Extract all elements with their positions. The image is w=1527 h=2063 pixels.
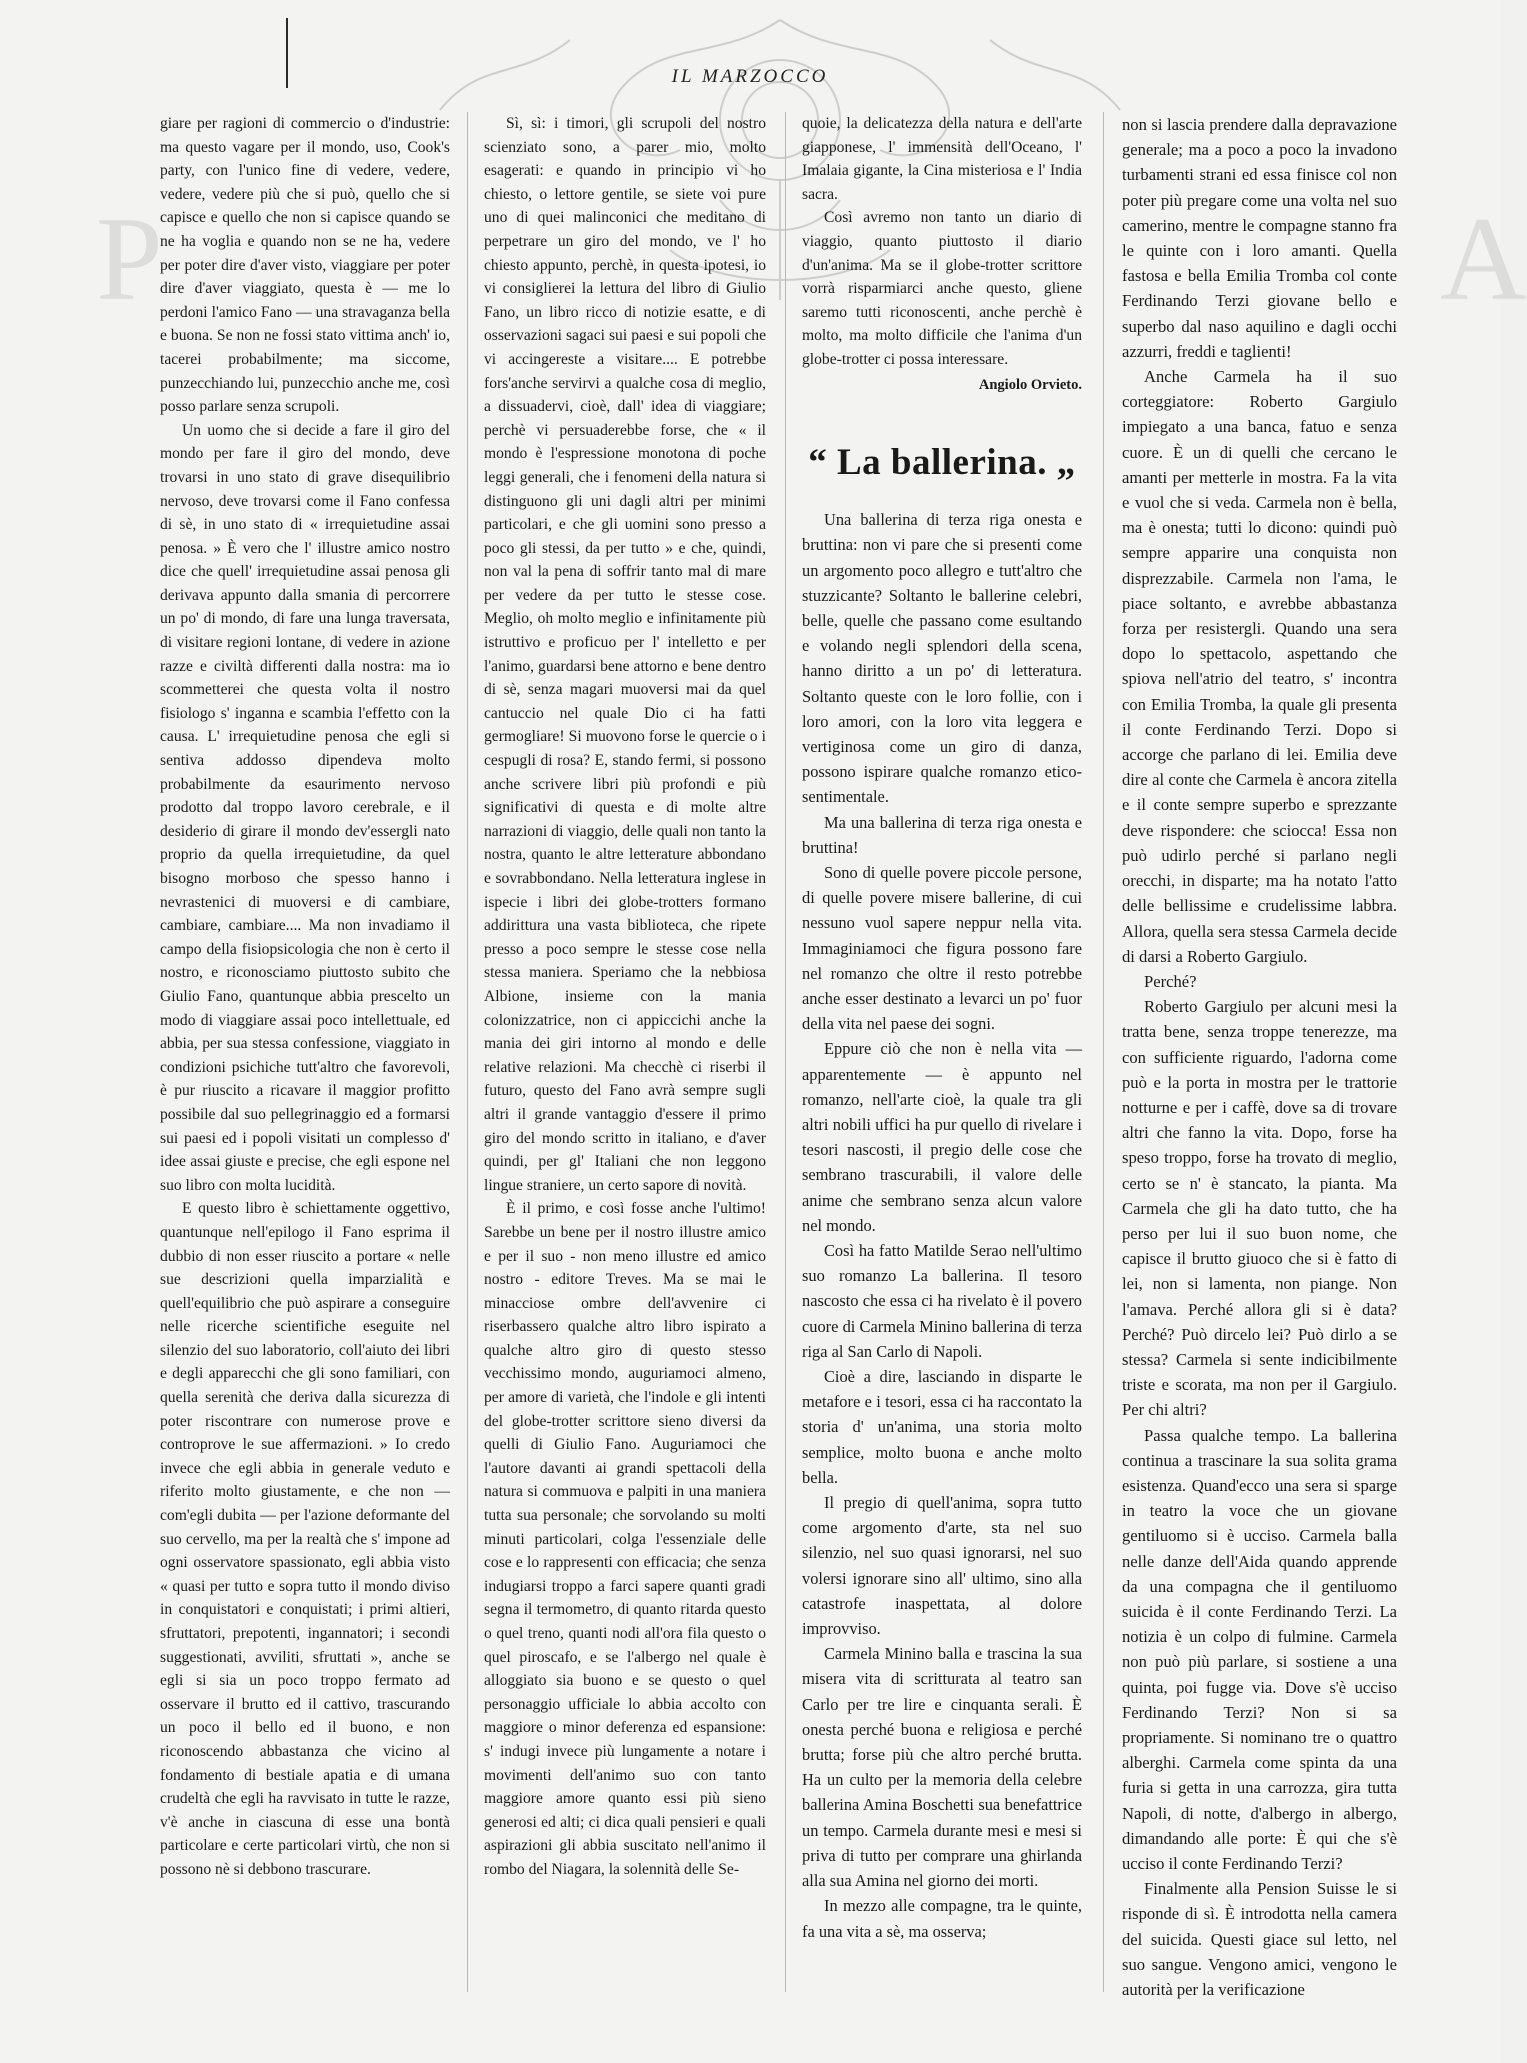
paragraph: Sono di quelle povere piccole persone, di quelle povere misere ballerine, di cui nessuno vuol sapere neppur nella vita. Immaginiamoci che figura possono fare nel romanzo che oltre il resto potrebbe anche esser destinato a levarci un po' fuor della vita nel paese dei sogni. bbox=[802, 862, 1082, 1034]
text-column-4 bbox=[1122, 112, 1397, 2000]
paragraph: È il primo, e così fosse anche l'ultimo! Sarebbe un bene per il nostro illustre amico e per il suo - non meno illustre ed amico nostro - editore Treves. Ma se mai le minacciose ombre dell'avvenire ci riserbassero qualche altro libro ispirato a qualche altro giro di questo stesso vecchissimo mondo, auguriamoci almeno, per amore di varietà, che l'indole e gli intenti del globe-trotter scrittore sieno diversi da quelli di Giulio Fano. Auguriamoci che l'autore davanti ai grandi spettacoli della natura si commuova e palpiti in una maniera tutta sua personale; che sorvolando su molti minuti particolari, colga l'essenziale delle cose e lo rappresenti con efficacia; che senza indugiarsi troppo a farci sapere quanti gradi segna il termometro, di quanto ritarda questo o quel treno, quanti nodi all'ora fila questo o quel piroscafo, e se l'albergo nel quale è alloggiato sia buono e se questo o quel personaggio ufficiale lo abbia accolto con maggiore o minor deferenza ed espansione: s' indugi invece più lungamente a notare i movimenti dell'animo suo con tanto maggiore amore quanto essi più sieno generosi ed alti; ci dica quali pensieri e quali aspirazioni gli abbia suscitato nell'animo il rombo del Niagara, la solennità delle Se- bbox=[484, 1200, 766, 1878]
paragraph: In mezzo alle compagne, tra le quinte, fa una vita a sè, ma osserva; bbox=[802, 1896, 1082, 1941]
masthead-title: IL MARZOCCO bbox=[671, 66, 829, 87]
paragraph: Una ballerina di terza riga onesta e bruttina: non vi pare che si presenti come un argomento poco allegro e tutt'altro che stuzzicante? Soltanto le ballerine celebri, belle, quelle che passano come esultando e volando negli splendori della scena, hanno diritto a un po' di letteratura. Soltanto queste con le loro follie, con i loro amori, con la loro vita leggera e vertiginosa come un giro di danza, possono ispirare qualche romanzo etico-sentimentale. bbox=[802, 510, 1082, 807]
text-column-3 bbox=[802, 112, 1082, 1992]
article-body bbox=[802, 507, 1082, 1944]
paragraph: Cioè a dire, lasciando in disparte le metafore e i tesori, essa ci ha raccontato la storia d' un'anima, una storia molto semplice, molto buona e anche molto bella. bbox=[802, 1367, 1082, 1487]
paragraph: Un uomo che si decide a fare il giro del mondo per fare il giro del mondo, deve trovarsi in uno stato di grave disequilibrio nervoso, deve trovarsi come il Fano confessa di sè, in uno stato di « irrequietudine assai penosa. » È vero che l' illustre amico nostro dice che quell' irrequietudine assai penosa gli derivava appunto dalla smania di percorrere un po' di mondo, di fare una lunga traversata, di visitare regioni lontane, di vedere in azione razze e civiltà differenti dalla nostra: ma io scommetterei che questa volta il nostro fisiologo s' inganna e scambia l'effetto con la causa. L' irrequietudine penosa che egli si sentiva addosso dipendeva molto probabilmente da esaurimento nervoso prodotto dal troppo lavoro cerebrale, e il desiderio di girare il mondo dev'essergli nato proprio da quella irrequietudine, da quel bisogno morboso che spesso hanno i nevrastenici di muoversi e di cambiare, cambiare, cambiare.... Ma non invadiamo il campo della fisiopsicologia che non è certo il nostro, e riconosciamo piuttosto subito che Giulio Fano, quantunque abbia prescelto un modo di viaggiare assai poco intellettuale, ed abbia, per sua stessa confessione, viaggiato in condizioni psichiche tutt'altro che favorevoli, è pur riuscito a ricavare il maggior profitto possibile dal suo pellegrinaggio ed a formarsi sui paesi ed i popoli visitati un complesso d' idee assai giuste e precise, che egli espone nel suo libro con molta lucidità. bbox=[160, 421, 450, 1194]
paragraph: Carmela Minino balla e trascina la sua misera vita di scritturata al teatro san Carlo per tre lire e cinquanta serali. È onesta perché buona e religiosa e perché brutta; forse più che altro perché brutta. Ha un culto per la memoria della celebre ballerina Amina Boschetti sua benefattrice un tempo. Carmela durante mesi e mesi si priva di tutto per comprare una ghirlanda alla sua Amina nel giorno dei morti. bbox=[802, 1644, 1082, 1891]
ghost-letter-left: P bbox=[96, 192, 163, 325]
paragraph: Eppure ciò che non è nella vita — apparentemente — è appunto nel romanzo, nell'arte cioè, la quale tra gli altri nobili uffici ha pur quello di rivelare i tesori nascosti, il pregio delle cose che sembrano trascurabili, il valore delle anime che sembrano senza alcun valore nel mondo. bbox=[802, 1039, 1082, 1235]
paragraph: giare per ragioni di commercio o d'industrie: ma questo vagare per il mondo, uso, Cook's party, con l'unico fine di vedere, vedere, vedere, vedere più che si può, quello che si capisce e quello che non si capisce quando se ne ha voglia e quando non se ne ha, vedere per poter dire d'aver visto, viaggiare per poter dire d'aver viaggiato, questa è — me lo perdoni l'amico Fano — una stravaganza bella e buona. Se non ne fossi stato vittima anch' io, tacerei probabilmente; ma siccome, punzecchiando lui, punzecchio anche me, così posso parlare senza scrupoli. bbox=[160, 115, 450, 416]
paragraph: Finalmente alla Pension Suisse le si risponde di sì. È introdotta nella camera del suicida. Questi giace sul letto, nel suo sangue. Vengono amici, vengono le autorità per la verificazione bbox=[1122, 1879, 1397, 2000]
paragraph: Così ha fatto Matilde Serao nell'ultimo suo romanzo La ballerina. Il tesoro nascosto che essa ci ha rivelato è il povero cuore di Carmela Minino ballerina di terza riga al San Carlo di Napoli. bbox=[802, 1241, 1082, 1361]
paragraph: quoie, la delicatezza della natura e dell'arte giapponese, l' immensità dell'Oceano, l' Imalaia gigante, la Cina misteriosa e l' India sacra. bbox=[802, 115, 1082, 203]
paragraph: Sì, sì: i timori, gli scrupoli del nostro scienziato sono, a parer mio, molto esagerati: e quando in principio vi ho chiesto, o lettore gentile, se siete voi pure uno di quei malinconici che meditano di perpetrare un giro del mondo, ve l' ho chiesto appunto, perchè, in questa ipotesi, io vi consiglierei la lettura del libro di Giulio Fano, un libro ricco di notizie esatte, e di osservazioni sagaci sui paesi e sui popoli che vi accingereste a visitare.... E potrebbe fors'anche servirvi a qualche cosa di meglio, a dissuadervi, cioè, dall' idea di viaggiare; perchè vi persuaderebbe forse, che « il mondo è l'espressione monotona di poche leggi generali, che i fenomeni della natura si distinguono gli uni dagli altri per minimi particolari, e che gli uomini sono presso a poco gli stessi, da per tutto » e che, quindi, non val la pena di soffrir tanto mal di mare per vedere da per tutto le stesse cose. Meglio, oh molto meglio e infinitamente più istruttivo e proficuo per l' intelletto e per l'animo, guardarsi bene attorno e bene dentro di sè, senza magari muoversi mai da quel cantuccio nel quale Dio ci ha fatti germogliare! Si muovono forse le quercie o i cespugli di rosa? E, stando fermi, si possono anche scrivere libri più profondi e più significativi di questa e di molte altre narrazioni di viaggio, delle quali non tanto la nostra, quanto le altre letterature abbondano e sovrabbondano. Nella letteratura inglese in ispecie i libri dei globe-trotters formano addirittura una vasta biblioteca, che ripete presso a poco sempre le stesse cose nella stessa maniera. Speriamo che la nebbiosa Albione, insieme con la mania colonizzatrice, non ci appiccichi anche la mania dei giri intorno al mondo e delle relative relazioni. Ma checchè ci riserbi il futuro, questo del Fano avrà sempre sugli altri il grande vantaggio d'essere il primo giro del mondo scritto in italiano, e d'aver quindi, per gl' Italiani che non leggono lingue straniere, un certo sapore di novità. bbox=[484, 115, 766, 1194]
paragraph: Anche Carmela ha il suo corteggiatore: Roberto Gargiulo impiegato a una banca, fatuo e senza cuore. È un di quelli che cercano le amanti per metterle in mostra. Fa la vita e vuol che si veda. Carmela non è bella, ma è onesta; tutti lo dicono: quindi può sempre apparire una conquista non disprezzabile. Carmela non l'ama, le piace soltanto, e avrebbe abbastanza forza per resistergli. Quando una sera dopo lo spettacolo, aspettando che spiova nell'atrio del teatro, s' incontra con Emilia Tromba, la quale gli presenta il conte Ferdinando Terzi. Dopo si accorge che parlano di lei. Emilia deve dire al conte che Carmela è ancora zitella e il conte sempre superbo e sprezzante deve rispondere: che sciocca! Essa non può udirlo perché si parlano negli orecchi, in disparte; ma ha notato l'atto delle bellissime e crudelissime labbra. Allora, quella sera stessa Carmela decide di darsi a Roberto Gargiulo. bbox=[1122, 367, 1397, 966]
paragraph: Ma una ballerina di terza riga onesta e bruttina! bbox=[802, 812, 1082, 857]
paragraph: non si lascia prendere dalla depravazione generale; ma a poco a poco la invadono turbamenti strani ed essa finisce col non poter più pregare come una volta nel suo camerino, mentre le compagne stanno fra le quinte con i loro amanti. Quella fastosa e bella Emilia Tromba col conte Ferdinando Terzi giovane bello e superbo dal naso aquilino e dagli occhi azzurri, freddi e taglienti! bbox=[1122, 115, 1397, 361]
column-divider bbox=[467, 112, 468, 1992]
paragraph: Roberto Gargiulo per alcuni mesi la tratta bene, senza troppe tenerezze, ma con sufficiente riguardo, l'adorna come può e la porta in mostra per le trattorie notturne e per i caffè, dove sa di trovare altri che fanno la vita. Dopo, forse ha speso troppo, forse ha trovato di meglio, certo se n' è stancato, la pianta. Ma Carmela che gli ha dato tutto, che ha perso per lui il suo buon nome, che capisce il brutto giuoco che si è fatto di lei, non si lamenta, non piange. Non l'amava. Perché allora gli si è data? Perché? Può dircelo lei? Può dirlo a se stessa? Carmela si sente indicibilmente triste e scorata, ma non per il Gargiulo. Per chi altri? bbox=[1122, 997, 1397, 1420]
paragraph: Il pregio di quell'anima, sopra tutto come argomento d'arte, sta nel suo silenzio, nel suo quasi ignorarsi, nel suo volersi ignorare sino all' ultimo, sino alla catastrofe inaspettata, al dolore improvviso. bbox=[802, 1493, 1082, 1639]
paragraph: Passa qualche tempo. La ballerina continua a trascinare la sua solita grama esistenza. Quand'ecco una sera si sparge in teatro la voce che un giovane gentiluomo si è ucciso. Carmela balla nelle danze dell'Aida quando apprende da una compagna che il gentiluomo suicida è il conte Ferdinando Terzi. La notizia è un colpo di fulmine. Carmela non può più parlare, si sostiene a una quinta, poi fugge via. Dove s'è ucciso Ferdinando Terzi? Non si sa propriamente. Si nominano tre o quattro alberghi. Carmela come spinta da una furia si getta in una carrozza, gira tutta Napoli, di notte, d'albergo in albergo, dimandando alle porte: È qui che s'è ucciso il conte Ferdinando Terzi? bbox=[1122, 1425, 1397, 1874]
column-divider bbox=[785, 112, 786, 1992]
paragraph: Perché? bbox=[1144, 971, 1197, 991]
text-column-2 bbox=[484, 112, 766, 1992]
paragraph: Così avremo non tanto un diario di viaggio, quanto piuttosto il diario d'un'anima. Ma se il globe-trotter scrittore vorrà risparmiarci anche questo, gliene saremo tutti riconoscenti, anche perchè è molto, ma molto difficile che l'anima d'un globe-trotter ci possa interessare. bbox=[802, 209, 1082, 368]
article-title: “ La ballerina. „ bbox=[808, 442, 1076, 484]
column-divider bbox=[1103, 112, 1104, 1992]
ghost-letter-right: A bbox=[1440, 192, 1527, 325]
author-signature: Angiolo Orvieto. bbox=[978, 376, 1082, 393]
text-column-1 bbox=[160, 112, 450, 1992]
paragraph: E questo libro è schiettamente oggettivo, quantunque nell'epilogo il Fano esprima il dubbio di non esser riuscito a portare « nelle sue descrizioni quella imparzialità e quell'equilibrio che può aspirare a conseguire nelle ricerche scientifiche eseguite nel silenzio del suo laboratorio, coll'aiuto dei libri e degli apparecchi che gli sono familiari, con quella serenità che deriva dalla sicurezza di poter riscontrare con numerose prove e controprove le sue affermazioni. » Io credo invece che egli abbia in generale veduto e riferito molto giustamente, e che non — com'egli dubita — per l'azione deformante del suo cervello, ma per la realtà che s' impone ad ogni osservatore spassionato, egli abbia visto « quasi per tutto e sopra tutto il mondo diviso in conquistatori e conquistati; i primi altieri, sfruttatori, prepotenti, ingannatori; i secondi suggestionati, avviliti, sfruttati », anche se egli si sia un poco troppo fermato ad osservare il brutto ed il cattivo, trascurando un poco il bello ed il buono, e non riconoscendo abbastanza che vicino al fondamento di bestiale apatia e di umana crudeltà che egli ha ravvisato in tutte le razze, v'è anche in ciascuna di esse una bontà particolare e certe particolari virtù, che non si possono nè si debbono trascurare. bbox=[160, 1200, 450, 1878]
